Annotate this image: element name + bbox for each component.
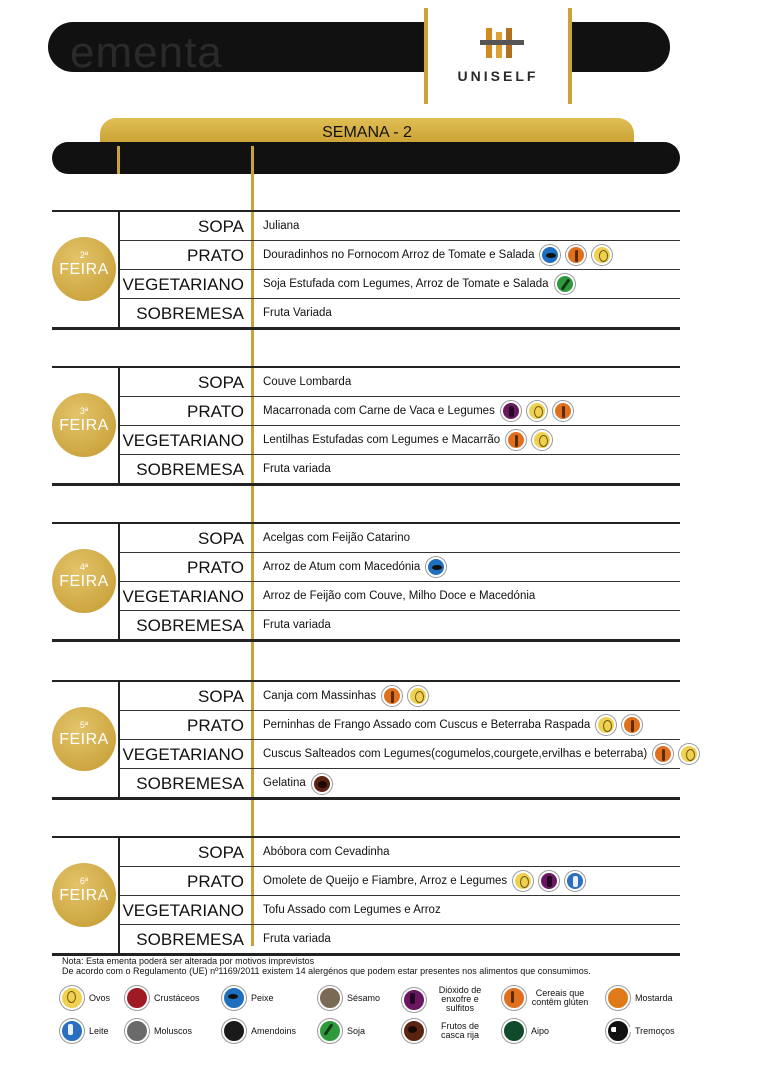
dish-cell xyxy=(263,582,535,610)
ovos-icon xyxy=(60,986,84,1010)
dish-name: Juliana xyxy=(263,219,300,232)
menu-row-sobremesa xyxy=(120,925,680,954)
legend-item xyxy=(60,1019,109,1043)
category-label: VEGETARIANO xyxy=(122,901,244,920)
frutos-icon xyxy=(402,1019,426,1043)
legend-label: Peixe xyxy=(251,992,274,1003)
note-line-1: Nota: Esta ementa poderá ser alterada por motivos imprevistos xyxy=(62,956,315,966)
dish-cell xyxy=(263,241,612,269)
aipo-icon xyxy=(502,1019,526,1043)
legend-label: Cereais que contêm glúten xyxy=(531,988,589,1007)
dish-cell xyxy=(263,397,573,425)
menu-row-sobremesa xyxy=(120,299,680,328)
soja-icon xyxy=(318,1019,342,1043)
sesamo-icon xyxy=(318,986,342,1010)
dish-cell xyxy=(263,299,332,328)
dish-name: Acelgas com Feijão Catarino xyxy=(263,531,411,544)
menu-row-prato xyxy=(120,397,680,426)
menu-row-vegetariano xyxy=(120,896,680,925)
legend-label: Dióxido de enxofre e sulfitos xyxy=(438,985,482,1013)
sulfitos-icon xyxy=(501,401,521,421)
category-label: PRATO xyxy=(187,558,244,577)
menu-row-vegetariano xyxy=(120,270,680,299)
day-word: FEIRA xyxy=(59,261,109,278)
menu-row-prato xyxy=(120,553,680,582)
menu-row-prato xyxy=(120,241,680,270)
mostarda-icon xyxy=(606,986,630,1010)
day-word: FEIRA xyxy=(59,573,109,590)
legend-label: Frutos de casca rija xyxy=(440,1021,480,1040)
dish-cell xyxy=(263,925,331,954)
ovos-icon xyxy=(408,686,428,706)
dish-cell xyxy=(263,740,699,768)
dish-cell xyxy=(263,838,390,866)
legend-item xyxy=(502,1019,549,1043)
dish-name: Couve Lombarda xyxy=(263,375,352,388)
dish-cell xyxy=(263,896,441,924)
dish-name: Omolete de Queijo e Fiambre, Arroz e Legumes xyxy=(263,874,508,887)
day-number: 3ª xyxy=(79,406,89,416)
category-label: SOPA xyxy=(198,529,244,548)
day-number: 4ª xyxy=(79,562,89,572)
day-block xyxy=(52,836,680,956)
dish-cell xyxy=(263,711,642,739)
menu-row-vegetariano xyxy=(120,740,680,769)
dish-cell xyxy=(263,524,410,552)
legend-item xyxy=(402,1019,489,1043)
gluten-icon xyxy=(622,715,642,735)
gluten-icon xyxy=(382,686,402,706)
dish-cell xyxy=(263,270,575,298)
legend-label: Sésamo xyxy=(347,992,381,1003)
category-label: SOPA xyxy=(198,217,244,236)
category-label: SOBREMESA xyxy=(136,616,244,635)
category-label: SOBREMESA xyxy=(136,774,244,793)
menu-row-sobremesa xyxy=(120,455,680,484)
ovos-icon xyxy=(527,401,547,421)
legend-item xyxy=(222,986,274,1010)
menu-row-sopa xyxy=(120,212,680,241)
legend-label: Ovos xyxy=(89,992,111,1003)
category-label: SOBREMESA xyxy=(136,304,244,323)
legend-label: Amendoins xyxy=(251,1025,297,1036)
day-badge xyxy=(52,393,116,457)
category-label: PRATO xyxy=(187,402,244,421)
day-badge xyxy=(52,237,116,301)
ovos-icon xyxy=(679,744,699,764)
dish-name: Fruta variada xyxy=(263,619,331,631)
legend-item xyxy=(125,1019,192,1043)
dish-cell xyxy=(263,455,331,484)
gluten-icon xyxy=(506,430,526,450)
legend-label: Crustáceos xyxy=(154,992,200,1003)
legend-label: Leite xyxy=(89,1025,109,1036)
dish-cell xyxy=(263,212,299,240)
legend-item xyxy=(606,1019,675,1043)
menu-row-sopa xyxy=(120,524,680,553)
ovos-icon xyxy=(592,245,612,265)
leite-icon xyxy=(60,1019,84,1043)
ovos-icon xyxy=(532,430,552,450)
category-label: PRATO xyxy=(187,716,244,735)
moluscos-icon xyxy=(125,1019,149,1043)
gluten-icon xyxy=(566,245,586,265)
leite-icon xyxy=(565,871,585,891)
category-label: SOBREMESA xyxy=(136,460,244,479)
ovos-icon xyxy=(596,715,616,735)
gluten-icon xyxy=(502,986,526,1010)
legend-item xyxy=(222,1019,296,1043)
menu-row-sopa xyxy=(120,368,680,397)
dish-cell xyxy=(263,682,428,710)
category-label: SOBREMESA xyxy=(136,930,244,949)
uniself-logo-icon xyxy=(476,24,528,64)
dish-cell xyxy=(263,426,552,454)
category-label: VEGETARIANO xyxy=(122,431,244,450)
uniself-logo xyxy=(424,8,572,104)
dish-name: Fruta variada xyxy=(263,463,331,475)
menu-row-sobremesa xyxy=(120,769,680,798)
category-label: SOPA xyxy=(198,373,244,392)
legend-item xyxy=(318,1019,365,1043)
category-label: PRATO xyxy=(187,872,244,891)
category-label: PRATO xyxy=(187,246,244,265)
note-line-2: De acordo com o Regulamento (UE) nº1169/2011 existem 14 alergénos que podem estar presentes nos alimentos que consumimos. xyxy=(62,966,591,976)
day-word: FEIRA xyxy=(59,417,109,434)
legend-item xyxy=(125,986,200,1010)
day-badge xyxy=(52,707,116,771)
menu-row-sopa xyxy=(120,682,680,711)
note xyxy=(62,956,591,976)
header-watermark: ementa xyxy=(70,28,223,77)
peixe-icon xyxy=(426,557,446,577)
legend-label: Soja xyxy=(347,1025,366,1036)
dish-name: Arroz de Atum com Macedónia xyxy=(263,560,421,573)
dish-name: Douradinhos no Fornocom Arroz de Tomate e Salada xyxy=(263,248,535,261)
day-block xyxy=(52,366,680,486)
menu-row-prato xyxy=(120,867,680,896)
menu-row-vegetariano xyxy=(120,426,680,455)
dish-cell xyxy=(263,867,585,895)
peixe-icon xyxy=(540,245,560,265)
menu-row-prato xyxy=(120,711,680,740)
legend-item xyxy=(606,986,673,1010)
legend-item xyxy=(402,986,489,1013)
legend-label: Aipo xyxy=(531,1025,550,1036)
crustaceos-icon xyxy=(125,986,149,1010)
menu-row-vegetariano xyxy=(120,582,680,611)
tremocos-icon xyxy=(606,1019,630,1043)
legend-label: Moluscos xyxy=(154,1025,193,1036)
dish-name: Arroz de Feijão com Couve, Milho Doce e Macedónia xyxy=(263,589,536,602)
dish-name: Soja Estufada com Legumes, Arroz de Tomate e Salada xyxy=(263,277,549,290)
day-badge xyxy=(52,863,116,927)
dish-name: Gelatina xyxy=(263,777,306,789)
dish-cell xyxy=(263,611,331,640)
dish-name: Fruta variada xyxy=(263,933,331,945)
left-gold-line xyxy=(117,146,120,174)
day-number: 5ª xyxy=(79,720,89,730)
day-word: FEIRA xyxy=(59,887,109,904)
dish-cell xyxy=(263,368,351,396)
dish-cell xyxy=(263,769,332,798)
category-label: SOPA xyxy=(198,687,244,706)
day-word: FEIRA xyxy=(59,731,109,748)
legend-item xyxy=(318,986,380,1010)
day-block xyxy=(52,210,680,330)
dish-name: Perninhas de Frango Assado com Cuscus e Beterraba Raspada xyxy=(263,718,591,731)
category-label: VEGETARIANO xyxy=(122,745,244,764)
frutos-icon xyxy=(312,774,332,794)
week-banner: SEMANA - 2 xyxy=(100,118,634,150)
day-number: 6ª xyxy=(79,876,89,886)
dish-name: Tofu Assado com Legumes e Arroz xyxy=(263,903,441,916)
peixe-icon xyxy=(222,986,246,1010)
soja-icon xyxy=(555,274,575,294)
legend-label: Mostarda xyxy=(635,992,673,1003)
sulfitos-icon xyxy=(402,988,426,1012)
dish-name: Macarronada com Carne de Vaca e Legumes xyxy=(263,404,495,417)
dish-cell xyxy=(263,553,446,581)
dish-name: Abóbora com Cevadinha xyxy=(263,845,390,858)
week-dark-bar xyxy=(52,142,680,174)
day-number: 2ª xyxy=(79,250,89,260)
ovos-icon xyxy=(513,871,533,891)
legend-item xyxy=(60,986,110,1010)
category-label: VEGETARIANO xyxy=(122,275,244,294)
menu-row-sobremesa xyxy=(120,611,680,640)
legend-item xyxy=(502,986,589,1010)
category-label: VEGETARIANO xyxy=(122,587,244,606)
legend-label: Tremoços xyxy=(635,1025,675,1036)
day-badge xyxy=(52,549,116,613)
sulfitos-icon xyxy=(539,871,559,891)
gluten-icon xyxy=(653,744,673,764)
category-label: SOPA xyxy=(198,843,244,862)
day-block xyxy=(52,522,680,642)
dish-name: Fruta Variada xyxy=(263,307,332,319)
gluten-icon xyxy=(553,401,573,421)
day-block xyxy=(52,680,680,800)
dish-name: Cuscus Salteados com Legumes(cogumelos,courgete,ervilhas e beterraba) xyxy=(263,747,648,760)
dish-name: Lentilhas Estufadas com Legumes e Macarrão xyxy=(263,433,501,446)
logo-text: UNISELF xyxy=(457,68,539,84)
menu-row-sopa xyxy=(120,838,680,867)
dish-name: Canja com Massinhas xyxy=(263,689,377,702)
amendoins-icon xyxy=(222,1019,246,1043)
